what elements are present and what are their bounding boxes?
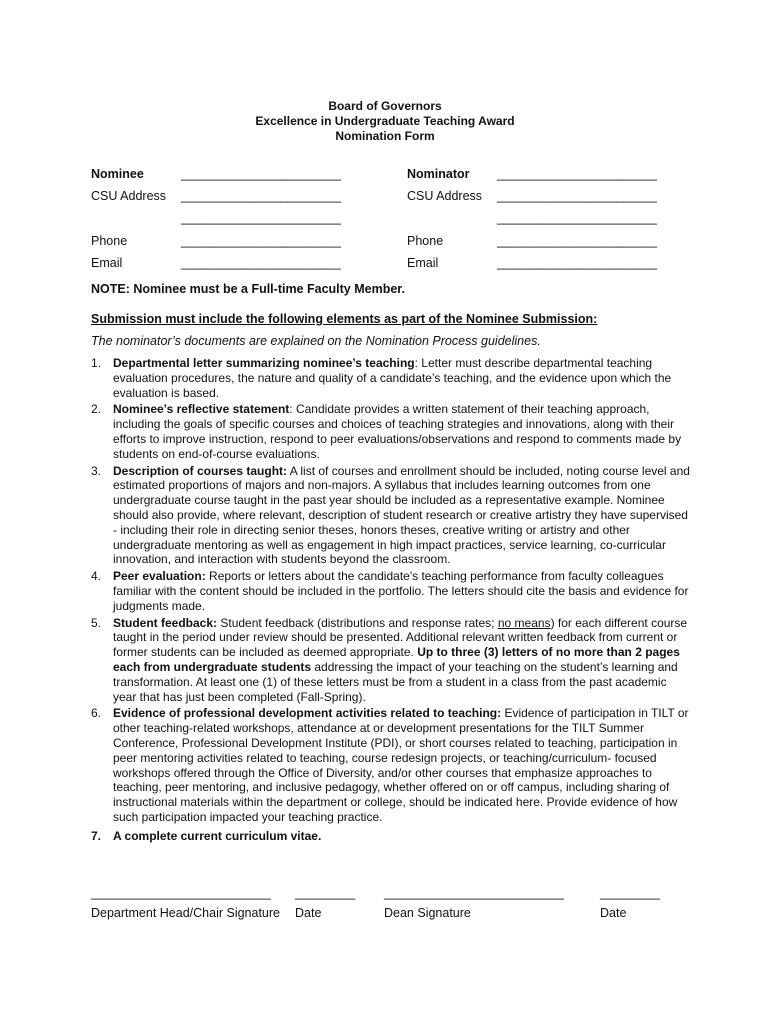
guidelines-note: The nominator’s documents are explained on the Nomination Process guidelines. bbox=[91, 334, 541, 348]
nominee-email-field[interactable]: ________________________ bbox=[181, 256, 341, 270]
item-text: Student feedback (distributions and response rates; bbox=[217, 615, 498, 630]
award-title: Excellence in Undergraduate Teaching Award bbox=[255, 114, 515, 128]
form-title: Nomination Form bbox=[335, 129, 435, 143]
item-heading: Student feedback: bbox=[113, 615, 218, 630]
nominator-address-field[interactable]: ________________________ bbox=[497, 189, 657, 203]
nominator-label: Nominator bbox=[407, 167, 470, 181]
item-number: 7. bbox=[91, 828, 102, 843]
date-label-2: Date bbox=[600, 906, 627, 920]
board-title: Board of Governors bbox=[328, 99, 442, 113]
item-heading: Nominee’s reflective statement bbox=[113, 402, 290, 417]
list-item bbox=[91, 569, 691, 613]
nominee-email-label: Email bbox=[91, 256, 123, 270]
list-item bbox=[91, 464, 691, 568]
submission-requirements-list bbox=[91, 356, 691, 846]
item-heading: Evidence of professional development activities related to teaching: bbox=[113, 706, 502, 721]
date-label-1: Date bbox=[295, 906, 322, 920]
nominator-email-field[interactable]: ________________________ bbox=[497, 256, 657, 270]
nominator-address-label: CSU Address bbox=[407, 189, 483, 203]
dean-signature-label: Dean Signature bbox=[384, 906, 471, 920]
item-number: 5. bbox=[91, 615, 102, 630]
nominee-address-field-2[interactable]: ________________________ bbox=[181, 211, 341, 225]
item-text: A list of courses and enrollment should be included, noting course level and estimated proportions of majors and non-majors. A syllabus that includes learning outcomes from one undergraduate course taught in the past year should be included as a representative example. Nominee should also provide, where relevant, description of student research or creative artistry they have supervised - including their role in directing senior theses, honors theses, creative writing or artistry and other undergraduate mentoring as well as engagement in high impact practices, service learning, co-curricular innovation, and interaction with students beyond the classroom. bbox=[113, 463, 690, 567]
item-text: ) for each different course taught in the period under review should be presented. Additional relevant written feedback from current or former students can be included as deemed appropriate. bbox=[113, 615, 688, 660]
nominee-field[interactable]: ________________________ bbox=[181, 167, 341, 181]
list-item bbox=[91, 616, 691, 705]
item-text: addressing the impact of your teaching on the student’s learning and transformation. At least one (1) of these letters must be from a student in a class from the past academic year that has just been completed (Fall-Spring). bbox=[113, 659, 678, 704]
nominee-address-field[interactable]: ________________________ bbox=[181, 189, 341, 203]
date-line-1[interactable]: _________ bbox=[295, 886, 355, 900]
list-item bbox=[91, 402, 691, 461]
item-heading: Departmental letter summarizing nominee’s teaching bbox=[113, 356, 415, 370]
item-text: Reports or letters about the candidate's teaching performance from faculty colleagues familiar with the content should be included in the portfolio. The letters should cite the basis and evidence for judgments made. bbox=[113, 569, 689, 613]
nominator-phone-label: Phone bbox=[407, 234, 444, 248]
list-item bbox=[91, 356, 691, 400]
item-heading: Description of courses taught: bbox=[113, 463, 288, 478]
item-text: : Letter must describe departmental teaching evaluation procedures, the nature and quality of a candidate’s teaching, and the evidence upon which the evaluation is based. bbox=[113, 356, 672, 400]
item-heading: Peer evaluation: bbox=[113, 569, 206, 584]
item-text: : Candidate provides a written statement of their teaching approach, including the goals of specific courses and choices of teaching strategies and innovations, along with their efforts to improve instruction, respond to peer evaluations/observations and respond to comments made by students on end-of-course evaluations. bbox=[113, 402, 682, 461]
nominator-address-field-2[interactable]: ________________________ bbox=[497, 211, 657, 225]
nominator-phone-field[interactable]: ________________________ bbox=[497, 234, 657, 248]
faculty-note: NOTE: Nominee must be a Full-time Faculty Member. bbox=[91, 282, 405, 296]
list-item bbox=[91, 829, 691, 844]
dept-head-signature-label: Department Head/Chair Signature bbox=[91, 906, 280, 920]
item-heading: A complete current curriculum vitae. bbox=[113, 828, 322, 843]
dean-signature-line[interactable]: ___________________________ bbox=[384, 886, 564, 900]
item-number: 1. bbox=[91, 356, 102, 370]
nominator-field[interactable]: ________________________ bbox=[497, 167, 657, 181]
submission-heading: Submission must include the following elements as part of the Nominee Submission: bbox=[91, 312, 598, 326]
dept-head-signature-line[interactable]: ___________________________ bbox=[91, 886, 271, 900]
nominator-email-label: Email bbox=[407, 256, 439, 270]
nominee-phone-label: Phone bbox=[91, 234, 128, 248]
nominee-address-label: CSU Address bbox=[91, 189, 167, 203]
list-item bbox=[91, 706, 691, 824]
date-line-2[interactable]: _________ bbox=[600, 886, 660, 900]
item-underlined-text: no means bbox=[497, 615, 551, 630]
item-text: Evidence of participation in TILT or other teaching-related workshops, attendance at or development presentations for the TILT Summer Conference, Professional Development Institute (PDI), or short courses related to teaching, participation in peer mentoring activities related to teaching, course redesign projects, or teaching/curriculum- focused workshops offered through the Office of Diversity, and/or other courses that emphasize approaches to teaching, peer mentoring, and inclusive pedagogy, whether offered on or off campus, including sharing of instructional materials within the department or college, should be indicated here. Provide evidence of how such participation impacted your teaching practice. bbox=[113, 706, 689, 824]
item-number: 2. bbox=[91, 402, 102, 417]
nominee-phone-field[interactable]: ________________________ bbox=[181, 234, 341, 248]
item-bold-text: Up to three (3) letters of no more than 2 pages each from undergraduate students bbox=[113, 645, 680, 674]
item-number: 6. bbox=[91, 706, 102, 721]
nominee-label: Nominee bbox=[91, 167, 144, 181]
item-number: 3. bbox=[91, 463, 102, 478]
item-number: 4. bbox=[91, 569, 102, 584]
